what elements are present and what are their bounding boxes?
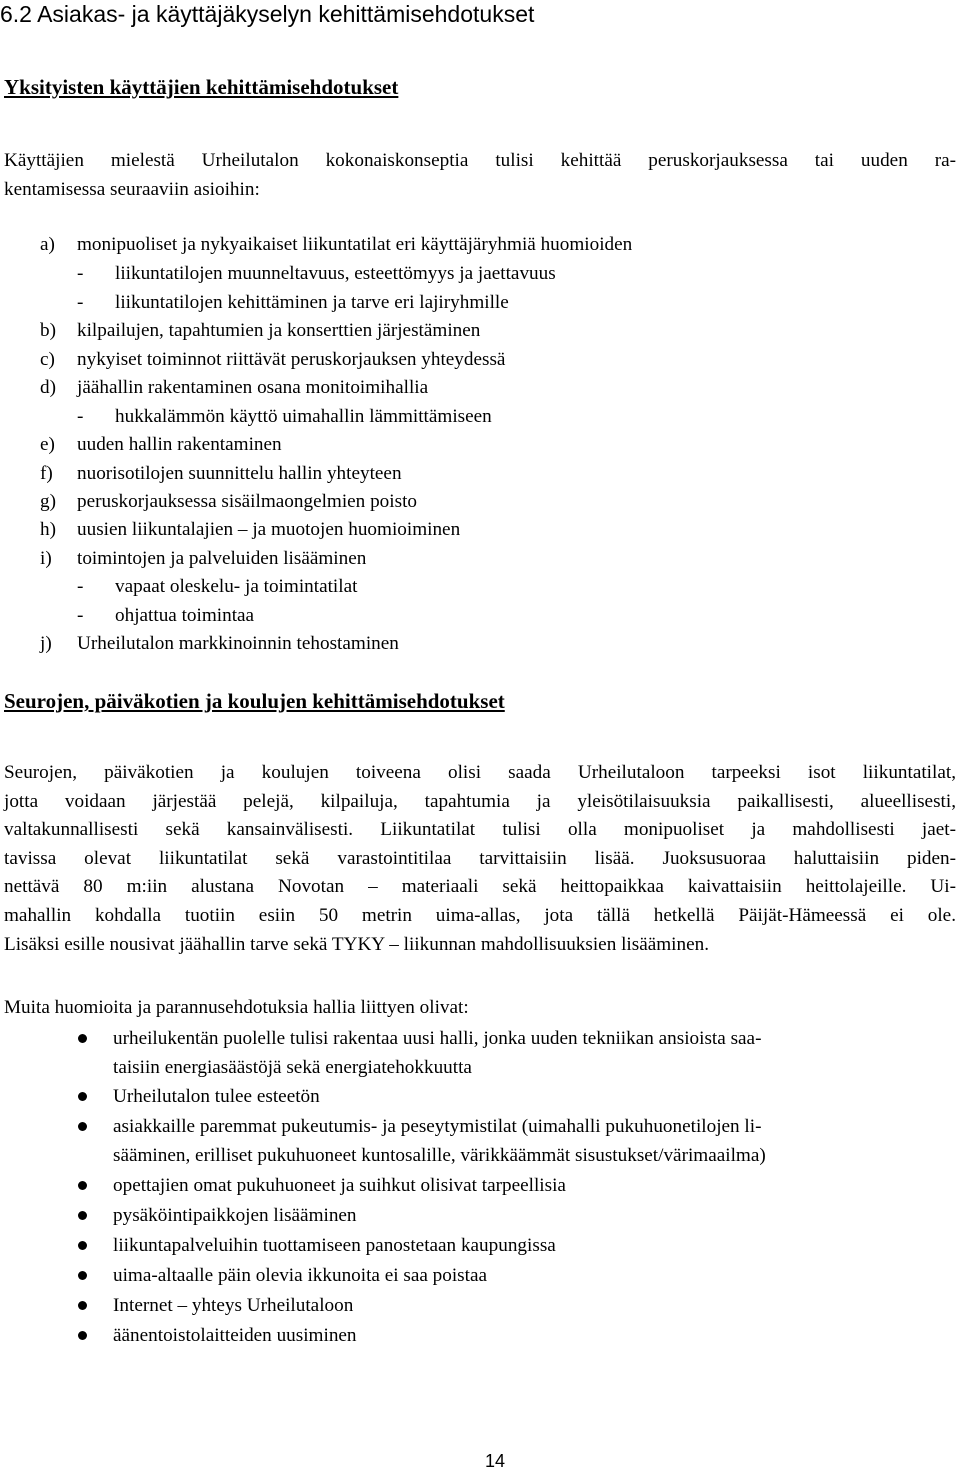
list-item-label: d) [40,377,56,398]
list-item-label: i) [40,548,52,569]
list-item-label: c) [40,349,55,370]
list-item-label: j) [40,633,52,654]
list-item-text: toimintojen ja palveluiden lisääminen [77,548,367,569]
list-item-text: jäähallin rakentaminen osana monitoimihallia [77,377,429,398]
private-users-intro [4,147,956,204]
bullet-text: asiakkaille paremmat pukeutumis- ja peseytymistilat (uimahalli pukuhuonetilojen li- [113,1116,762,1137]
list-subitem-text: hukkalämmön käyttö uimahallin lämmittämiseen [115,406,492,427]
bullet-dot-icon [78,1271,87,1280]
list-item-text: kilpailujen, tapahtumien ja konserttien järjestäminen [77,320,481,341]
bullet-text: urheilukentän puolelle tulisi rakentaa uusi halli, jonka uuden tekniikan ansioista saa- [113,1028,762,1049]
list-item-text: peruskorjauksessa sisäilmaongelmien poisto [77,491,417,512]
list-item-label: h) [40,519,56,540]
bullet-text: opettajien omat pukuhuoneet ja suihkut olisivat tarpeellisia [113,1175,566,1196]
list-subitem-text: ohjattua toimintaa [115,605,255,626]
bullet-text: pysäköintipaikkojen lisääminen [113,1205,357,1226]
other-notes-intro-text: Muita huomioita ja parannusehdotuksia hallia liittyen olivat: [4,997,469,1018]
paragraph-line: Lisäksi esille nousivat jäähallin tarve sekä TYKY – liikunnan mahdollisuuksien lisääminen. [4,933,709,955]
list-subitem-text: liikuntatilojen muunneltavuus, esteettömyys ja jaettavuus [115,263,556,284]
clubs-title: Seurojen, päiväkotien ja koulujen kehittämisehdotukset [4,689,505,713]
list-subitem-text: liikuntatilojen kehittäminen ja tarve eri lajiryhmille [115,292,509,313]
section-heading: 6.2 Asiakas- ja käyttäjäkyselyn kehittämisehdotukset [0,1,535,27]
list-item-text: Urheilutalon markkinoinnin tehostaminen [77,633,399,654]
bullet-text: äänentoistolaitteiden uusiminen [113,1325,357,1346]
private-users-title: Yksityisten käyttäjien kehittämisehdotukset [4,75,399,99]
paragraph-line: Seurojen, päiväkotien ja koulujen toiveena olisi saada Urheilutaloon tarpeeksi isot liikuntatilat, [4,762,956,783]
list-item-label: b) [40,320,56,341]
list-item-label: g) [40,491,56,512]
bullet-dot-icon [78,1034,87,1043]
paragraph-line: mahallin kohdalla tuotiin esiin 50 metrin uima-allas, jota tällä hetkellä Päijät-Hämeessä ei ole. [4,904,956,926]
paragraph-line: tavissa olevat liikuntatilat sekä varastointitilaa tarvittaisiin lisää. Juoksusuoraa haluttaisiin piden- [4,847,956,869]
bullet-dot-icon [78,1211,87,1220]
list-item-label: e) [40,434,55,455]
paragraph-line: valtakunnallisesti sekä kansainvälisesti. Liikuntatilat tulisi olla monipuoliset ja mahdollisesti jaet- [4,819,956,841]
bullet-dot-icon [78,1241,87,1250]
bullet-text: Urheilutalon tulee esteetön [113,1086,320,1107]
list-item-label: f) [40,463,53,484]
clubs-paragraph [4,759,956,959]
dash-marker: - [77,263,84,284]
dash-marker: - [77,406,84,427]
paragraph-line: nettävä 80 m:iin alustana Novotan – materiaali sekä heittopaikkaa kaivattaisiin heittolajeille. Ui- [4,876,956,898]
bullet-text: Internet – yhteys Urheilutaloon [113,1295,354,1316]
intro-line: kentamisessa seuraaviin asioihin: [4,178,260,200]
bullet-dot-icon [78,1122,87,1131]
bullet-dot-icon [78,1331,87,1340]
page-number: 14 [484,1451,506,1471]
list-subitem-text: vapaat oleskelu- ja toimintatilat [115,576,358,597]
dash-marker: - [77,576,84,597]
bullet-dot-icon [78,1181,87,1190]
paragraph-line: jotta voidaan järjestää pelejä, kilpailuja, tapahtumia ja yleisötilaisuuksia paikallisesti, alueellisesti, [4,790,956,812]
dash-marker: - [77,292,84,313]
bullet-text: taisiin energiasäästöjä sekä energiatehokkuutta [113,1057,472,1078]
intro-line: Käyttäjien mielestä Urheilutalon kokonaiskonseptia tulisi kehittää peruskorjauksessa tai uuden ra- [4,150,956,171]
other-notes-intro [4,994,956,1023]
bullet-text: liikuntapalveluihin tuottamiseen panostetaan kaupungissa [113,1235,556,1256]
bullet-text: sääminen, erilliset pukuhuoneet kuntosalille, värikkäämmät sisustukset/värimaailma) [113,1145,766,1166]
list-item-text: uuden hallin rakentaminen [77,434,282,455]
list-item-text: monipuoliset ja nykyaikaiset liikuntatilat eri käyttäjäryhmiä huomioiden [77,234,633,255]
list-item-text: nykyiset toiminnot riittävät peruskorjauksen yhteydessä [77,349,506,370]
bullet-text: uima-altaalle päin olevia ikkunoita ei saa poistaa [113,1265,488,1286]
list-item-text: nuorisotilojen suunnittelu hallin yhteyteen [77,463,402,484]
list-item-label: a) [40,234,55,255]
bullet-dot-icon [78,1092,87,1101]
dash-marker: - [77,605,84,626]
list-item-text: uusien liikuntalajien – ja muotojen huomioiminen [77,519,461,540]
bullet-dot-icon [78,1301,87,1310]
